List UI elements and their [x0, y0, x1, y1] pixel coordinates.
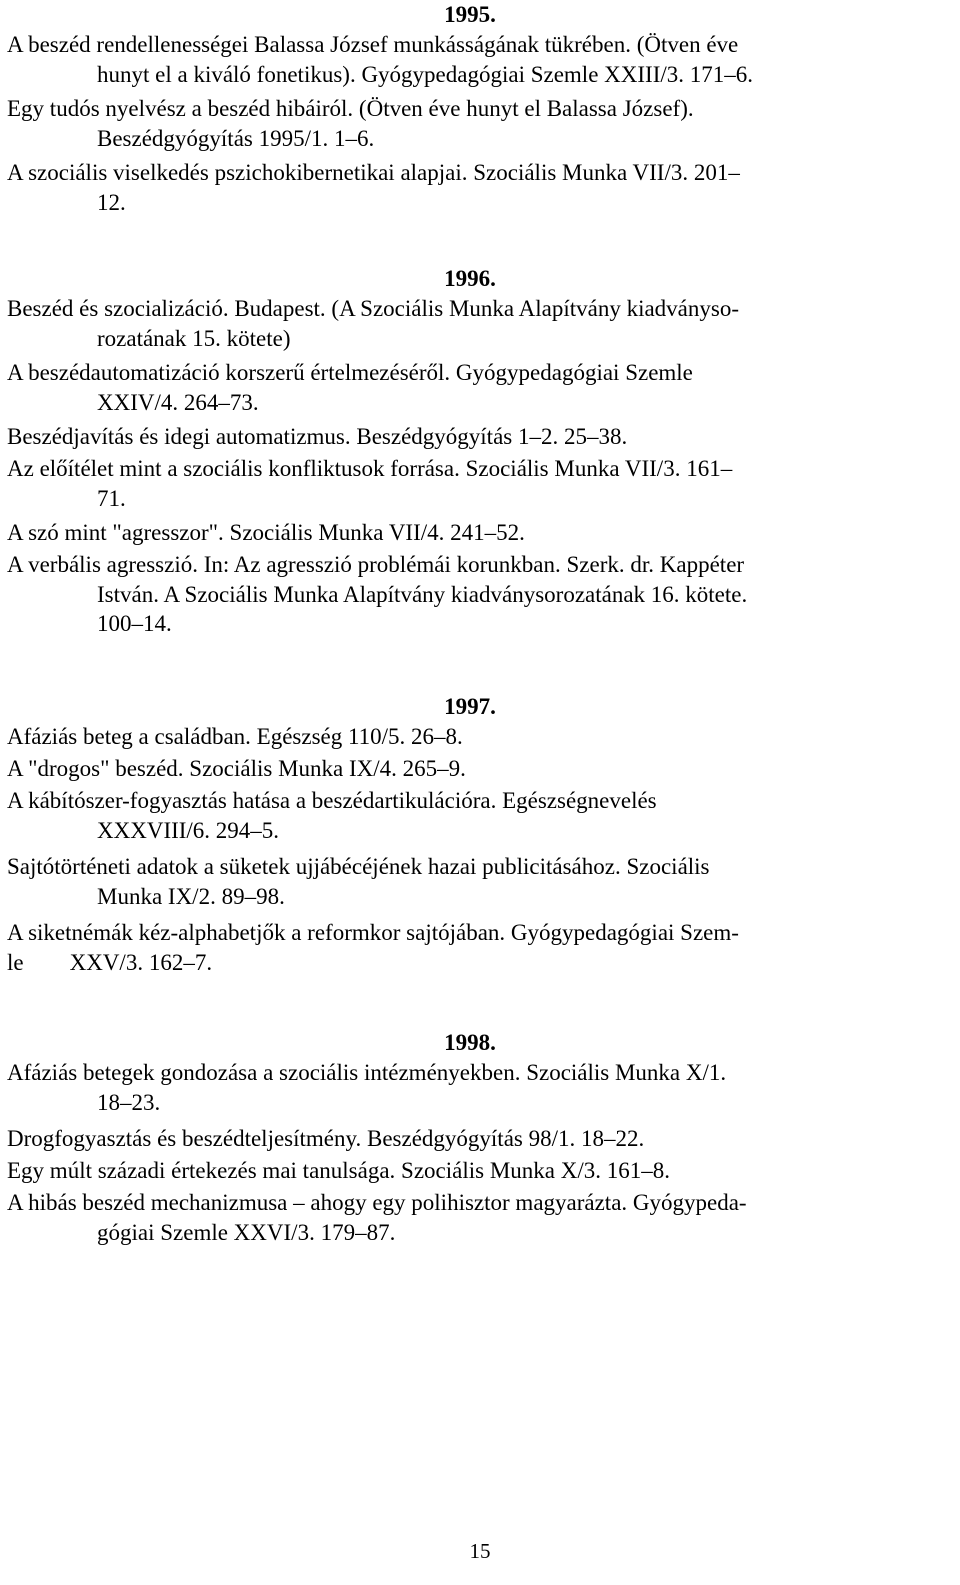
entry-line: 12.	[97, 189, 126, 215]
entry-line: 71.	[97, 485, 126, 511]
entry-line: Egy múlt századi értekezés mai tanulsága. Szociális Munka X/3. 161–8.	[7, 1158, 670, 1183]
year-heading: 1995.	[444, 2, 496, 27]
entry-line: rozatának 15. kötete)	[97, 325, 291, 351]
year-heading: 1998.	[444, 1030, 496, 1055]
bibliography-entry	[7, 786, 947, 845]
entry-line: A hibás beszéd mechanizmusa – ahogy egy polihisztor magyarázta. Gyógypeda-	[7, 1190, 747, 1215]
entry-line: Munka IX/2. 89–98.	[97, 883, 285, 909]
entry-line: Egy tudós nyelvész a beszéd hibáiról. (Ötven éve hunyt el Balassa József).	[7, 96, 694, 121]
bibliography-entry	[7, 294, 947, 353]
bibliography-entry	[7, 158, 947, 217]
entry-line: 100–14.	[97, 611, 172, 637]
entry-line: Beszédgyógyítás 1995/1. 1–6.	[97, 125, 375, 151]
bibliography-entry	[7, 722, 947, 752]
bibliography-entry	[7, 550, 947, 639]
entry-line: A "drogos" beszéd. Szociális Munka IX/4. 265–9.	[7, 756, 466, 781]
entry-line: 18–23.	[97, 1089, 161, 1115]
bibliography-entry	[7, 1124, 947, 1154]
bibliography-entry	[7, 1188, 947, 1247]
bibliography-entry	[7, 94, 947, 153]
bibliography-entry	[7, 754, 947, 784]
entry-line: hunyt el a kiváló fonetikus). Gyógypedagógiai Szemle XXIII/3. 171–6.	[97, 61, 753, 87]
bibliography-entry	[7, 518, 947, 548]
bibliography-entry	[7, 918, 947, 977]
entry-line: A szó mint "agresszor". Szociális Munka VII/4. 241–52.	[7, 520, 525, 545]
entry-line: Sajtótörténeti adatok a süketek ujjábécéjének hazai publicitásához. Szociális	[7, 854, 710, 879]
page-number: 15	[469, 1539, 491, 1563]
entry-line: XXXVIII/6. 294–5.	[97, 817, 280, 843]
entry-line: István. A Szociális Munka Alapítvány kiadványsorozatának 16. kötete.	[97, 581, 748, 607]
entry-line: A beszédautomatizáció korszerű értelmezéséről. Gyógypedagógiai Szemle	[7, 360, 693, 385]
entry-line: le XXV/3. 162–7.	[7, 949, 213, 975]
entry-line: A kábítószer-fogyasztás hatása a beszédartikulációra. Egészségnevelés	[7, 788, 657, 813]
entry-line: A verbális agresszió. In: Az agresszió problémái korunkban. Szerk. dr. Kappéter	[7, 552, 745, 577]
entry-line: Afáziás beteg a családban. Egészség 110/5. 26–8.	[7, 724, 463, 749]
bibliography-entry	[7, 30, 947, 89]
entry-line: Afáziás betegek gondozása a szociális intézményekben. Szociális Munka X/1.	[7, 1060, 727, 1085]
year-heading: 1997.	[444, 694, 496, 719]
entry-line: Beszédjavítás és idegi automatizmus. Beszédgyógyítás 1–2. 25–38.	[7, 424, 628, 449]
bibliography-entry	[7, 852, 947, 911]
bibliography-entry	[7, 1058, 947, 1117]
bibliography-entry	[7, 358, 947, 417]
bibliography-entry	[7, 422, 947, 452]
entry-line: XXIV/4. 264–73.	[97, 389, 259, 415]
year-heading: 1996.	[444, 266, 496, 291]
entry-line: gógiai Szemle XXVI/3. 179–87.	[97, 1219, 396, 1245]
entry-line: Drogfogyasztás és beszédteljesítmény. Beszédgyógyítás 98/1. 18–22.	[7, 1126, 645, 1151]
entry-line: Beszéd és szocializáció. Budapest. (A Szociális Munka Alapítvány kiadványso-	[7, 296, 739, 321]
entry-line: Az előítélet mint a szociális konfliktusok forrása. Szociális Munka VII/3. 161–	[7, 456, 733, 481]
bibliography-entry	[7, 1156, 947, 1186]
bibliography-entry	[7, 454, 947, 513]
entry-line: A siketnémák kéz-alphabetjők a reformkor sajtójában. Gyógypedagógiai Szem-	[7, 920, 739, 945]
entry-line: A szociális viselkedés pszichokibernetikai alapjai. Szociális Munka VII/3. 201–	[7, 160, 740, 185]
entry-line: A beszéd rendellenességei Balassa József munkásságának tükrében. (Ötven éve	[7, 32, 739, 57]
